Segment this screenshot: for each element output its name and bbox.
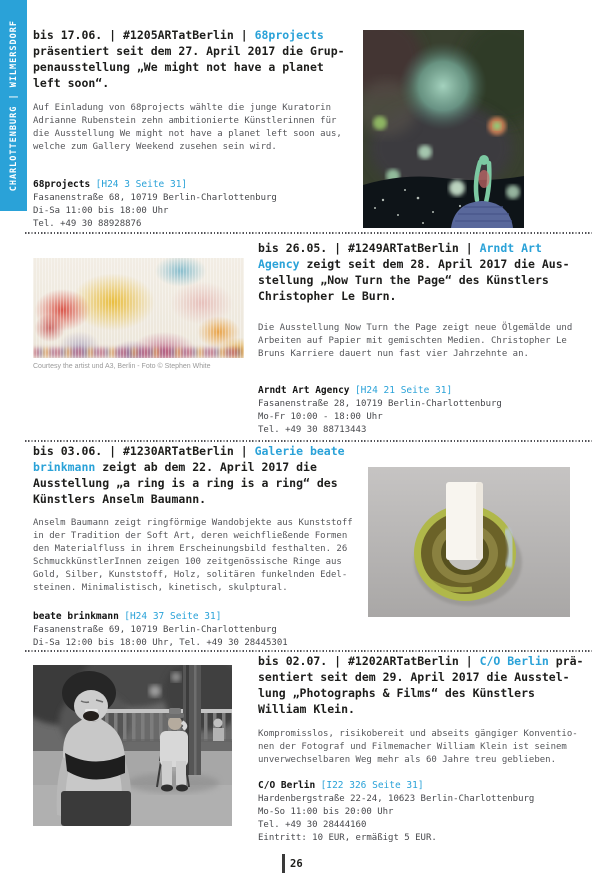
venue-info-1	[33, 178, 333, 231]
exhibition-title-4: präsentiert seit dem 29. April 2017 die Ausstellung „Photographs & Films“ des Künstlers William Klein.	[258, 654, 584, 716]
venue-info-2	[258, 384, 568, 437]
exhibition-title-3: zeigt ab dem 22. April 2017 die Ausstellung „a ring is a ring is a ring“ des Künstlers Anselm Baumann.	[33, 460, 338, 506]
exhibition-date-1: bis 17.06. | #1205ARTatBerlin |	[33, 28, 255, 42]
venue-admission-4: Eintritt: 10 EUR, ermäßigt 5 EUR.	[258, 833, 437, 843]
exhibition-description-2: Die Ausstellung Now Turn the Page zeigt neue Ölgemälde und Arbeiten auf Papier mit gemischten Medien. Christopher Le Bruns Karriere dauert nun fast vier Jahrzehnte an.	[258, 323, 573, 359]
gallery-link-4[interactable]: C/O Berlin	[479, 654, 549, 668]
artwork-image-3	[368, 467, 570, 617]
section-divider-2	[25, 440, 592, 442]
map-ref-link-4[interactable]: [I22 326 Seite 31]	[320, 780, 424, 791]
venue-phone-2: Tel. +49 30 88713443	[258, 425, 367, 435]
map-ref-link-3[interactable]: [H24 37 Seite 31]	[124, 611, 222, 622]
artwork-image-4	[33, 665, 232, 826]
venue-info-4	[258, 779, 578, 845]
venue-name-1: 68projects	[33, 179, 91, 190]
exhibition-headline-2	[258, 240, 588, 304]
venue-info-3	[33, 610, 373, 650]
exhibition-date-2: bis 26.05. | #1249ARTatBerlin |	[258, 241, 480, 255]
artwork-caption-2: Courtesy the artist und A3, Berlin - Foto © Stephen White	[33, 363, 211, 370]
section-divider-3	[25, 650, 592, 652]
district-label: CHARLOTTENBURG | WILMERSDORF	[8, 19, 19, 192]
artwork-image-1	[363, 30, 524, 228]
exhibition-title-1: präsentiert seit dem 27. April 2017 die Gruppenausstellung „We might not have a planet left soon“.	[33, 44, 345, 90]
venue-name-2: Arndt Art Agency	[258, 385, 350, 396]
venue-address-4: Hardenbergstraße 22-24, 10623 Berlin-Charlottenburg	[258, 794, 535, 804]
section-divider-1	[25, 232, 592, 234]
exhibition-headline-3	[33, 443, 369, 507]
artwork-image-2	[33, 258, 244, 358]
page-number-rule	[282, 854, 285, 873]
venue-address-1: Fasanenstraße 68, 10719 Berlin-Charlottenburg	[33, 193, 277, 203]
exhibition-description-1: Auf Einladung von 68projects wählte die junge Kuratorin Adrianne Rubenstein zehn ambitionierte Künstlerinnen für die Ausstellung We might not have a planet left soon aus, welche zum Gallery Weekend zusehen sein wird.	[33, 103, 342, 152]
exhibition-title-2: zeigt seit dem 28. April 2017 die Ausstellung „Now Turn the Page“ des Künstlers Christopher Le Burn.	[258, 257, 570, 303]
venue-hours-2: Mo-Fr 10:00 - 18:00 Uhr	[258, 412, 383, 422]
venue-phone-4: Tel. +49 30 28444160	[258, 820, 367, 830]
exhibition-headline-4	[258, 653, 590, 717]
exhibition-date-3: bis 03.06. | #1230ARTatBerlin |	[33, 444, 255, 458]
venue-hours-3: Di-Sa 12:00 bis 18:00 Uhr, Tel. +49 30 28445301	[33, 638, 288, 648]
venue-address-3: Fasanenstraße 69, 10719 Berlin-Charlottenburg	[33, 625, 277, 635]
venue-name-4: C/O Berlin	[258, 780, 316, 791]
gallery-link-1[interactable]: 68projects	[254, 28, 324, 42]
exhibition-description-4: Kompromisslos, risikobereit und abseits gängiger Konventionen der Fotograf und Filmemacher William Klein ist seinem unverwechselbaren Weg mehr als 60 Jahre treu geblieben.	[258, 729, 578, 765]
exhibition-description-3: Anselm Baumann zeigt ringförmige Wandobjekte aus Kunststoff in der Tradition der Soft Art, deren weichfließende Formen den Materialfluss in ihrem Erscheinungsbild festhalten. 26 SchmuckkünstlerInnen zeigen 100 zeitgenössische Ringe aus Gold, Silber, Kunststoff, Holz, solitären funkelnden Edelsteinen. Minimalistisch, kinetisch, skulptural.	[33, 518, 353, 593]
venue-hours-4: Mo-So 11:00 bis 20:00 Uhr	[258, 807, 394, 817]
venue-hours-1: Di-Sa 11:00 bis 18:00 Uhr	[33, 206, 169, 216]
district-sidebar	[0, 0, 27, 211]
venue-name-3: beate brinkmann	[33, 611, 119, 622]
page-number: 26	[290, 858, 303, 870]
map-ref-link-1[interactable]: [H24 3 Seite 31]	[95, 179, 188, 190]
exhibition-date-4: bis 02.07. | #1202ARTatBerlin |	[258, 654, 480, 668]
gallery-link-3[interactable]: Galerie beate brinkmann	[33, 444, 345, 474]
map-ref-link-2[interactable]: [H24 21 Seite 31]	[354, 385, 453, 396]
gallery-link-2[interactable]: Arndt Art Agency	[258, 241, 542, 271]
venue-phone-1: Tel. +49 30 88928876	[33, 219, 142, 229]
venue-address-2: Fasanenstraße 28, 10719 Berlin-Charlottenburg	[258, 399, 502, 409]
exhibition-headline-1	[33, 27, 358, 91]
